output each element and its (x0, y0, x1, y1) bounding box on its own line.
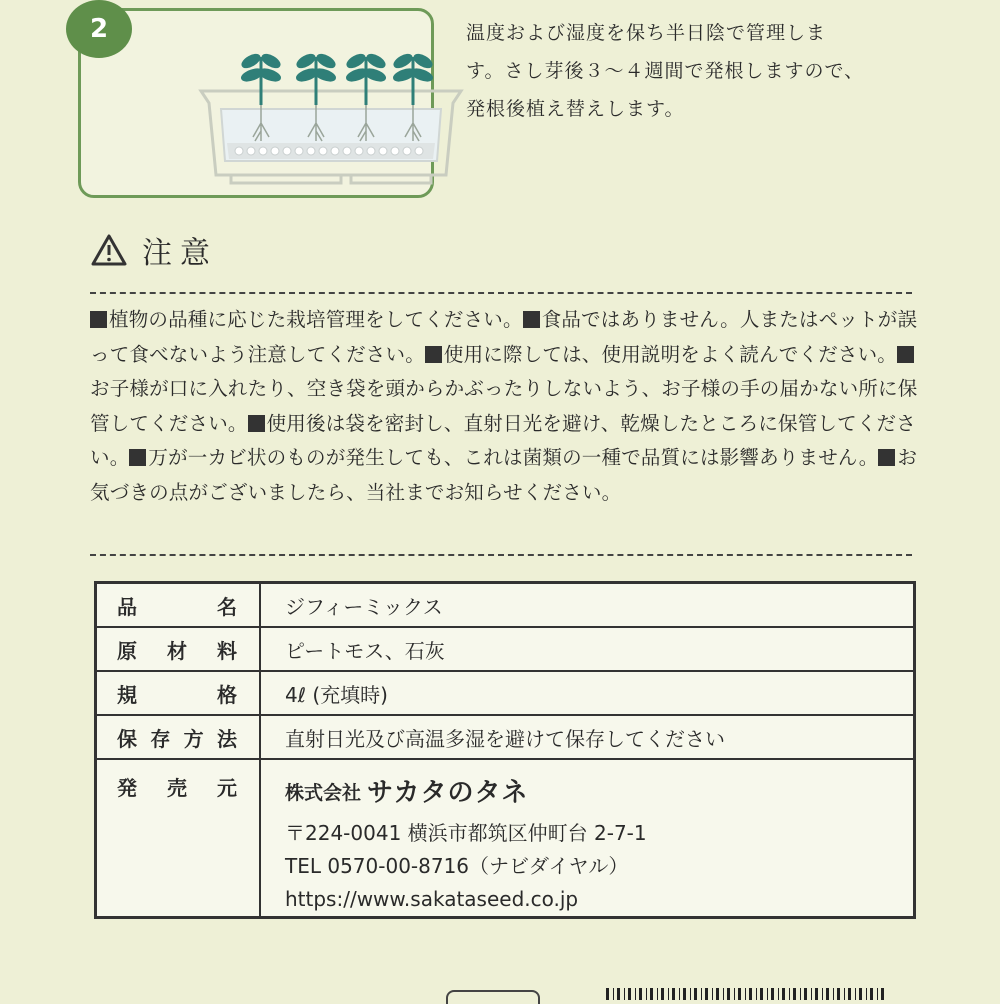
step-instruction (466, 14, 936, 128)
label-char: 元 (217, 776, 239, 800)
row-label-text (117, 591, 239, 620)
bullet-square-icon (248, 415, 265, 432)
divider (90, 292, 912, 294)
label-char: 品 (117, 594, 139, 619)
caution-item: お気づきの点がございましたら、当社までお知らせください。 (90, 446, 918, 504)
row-label-text (117, 635, 239, 664)
label-char: 保 (117, 726, 139, 751)
product-info-table (94, 581, 916, 919)
caution-item: 使用に際しては、使用説明をよく読んでください。 (443, 342, 898, 366)
caution-item: 食品ではありません。人またはペットが誤って食べないよう注意してください。 (90, 308, 918, 366)
label-char: 法 (216, 726, 239, 751)
package-tab (446, 990, 540, 1004)
brand-logo-text: サカタのタネ (367, 778, 529, 808)
label-char: 料 (217, 638, 239, 663)
row-label (96, 715, 261, 759)
bullet-square-icon (523, 311, 540, 328)
step-number-badge: 2 (66, 0, 132, 58)
row-label (96, 671, 261, 715)
row-value: ジフィーミックス (260, 583, 915, 628)
row-label (96, 759, 261, 918)
bullet-square-icon (129, 449, 146, 466)
divider (90, 554, 912, 556)
bullet-square-icon (878, 449, 895, 466)
bullet-square-icon (897, 346, 914, 363)
row-value: 4ℓ (充填時) (260, 671, 915, 715)
table-row (96, 627, 915, 671)
table-row (96, 583, 915, 628)
step-instruction-line: 温度および湿度を保ち半日陰で管理しま (466, 22, 827, 44)
caution-title: 注意 (142, 236, 218, 271)
label-char: 規 (117, 682, 139, 707)
label-char: 発 (117, 776, 139, 800)
row-label-text (117, 723, 239, 752)
step-instruction-line: 発根後植え替えします。 (466, 98, 685, 120)
warning-icon (90, 233, 128, 267)
barcode (606, 988, 886, 1000)
caution-item: お子様が口に入れたり、空き袋を頭からかぶったりしないよう、お子様の手の届かない所に保管してください。 (90, 377, 918, 435)
caution-header (90, 228, 218, 272)
table-row (96, 715, 915, 759)
company-type: 株式会社 (285, 782, 362, 804)
label-char: 名 (217, 594, 239, 619)
label-char: 売 (167, 776, 189, 800)
bullet-square-icon (425, 346, 442, 363)
bullet-square-icon (90, 311, 107, 328)
row-label (96, 583, 261, 628)
table-row-seller (96, 759, 915, 918)
row-label-text (117, 679, 239, 708)
row-label-text (117, 772, 239, 801)
caution-item: 使用後は袋を密封し、直射日光を避け、乾燥したところに保管してください。 (90, 411, 916, 469)
cuttings-tray-illustration (191, 43, 471, 193)
step-illustration-card (78, 8, 434, 198)
row-value: 直射日光及び高温多湿を避けて保存してください (260, 715, 915, 759)
table-row (96, 671, 915, 715)
row-value: ピートモス、石灰 (260, 627, 915, 671)
caution-item: 万が一カビ状のものが発生しても、これは菌類の一種で品質には影響ありません。 (148, 446, 879, 469)
seller-info (260, 759, 915, 918)
step-instruction-line: す。さし芽後３～４週間で発根しますので、 (466, 60, 865, 82)
label-char: 格 (217, 682, 239, 707)
seller-address: 〒224-0041 横浜市都筑区仲町台 2-7-1 (285, 821, 647, 845)
seller-phone: TEL 0570-00-8716（ナビダイヤル） (285, 854, 629, 878)
label-char: 原 (117, 638, 139, 663)
label-char: 材 (167, 638, 189, 663)
caution-item: 植物の品種に応じた栽培管理をしてください。 (109, 308, 523, 331)
label-char: 方 (183, 726, 206, 751)
label-char: 存 (150, 726, 173, 751)
row-label (96, 627, 261, 671)
seller-website[interactable]: https://www.sakataseed.co.jp (285, 887, 579, 911)
caution-text (90, 303, 918, 510)
